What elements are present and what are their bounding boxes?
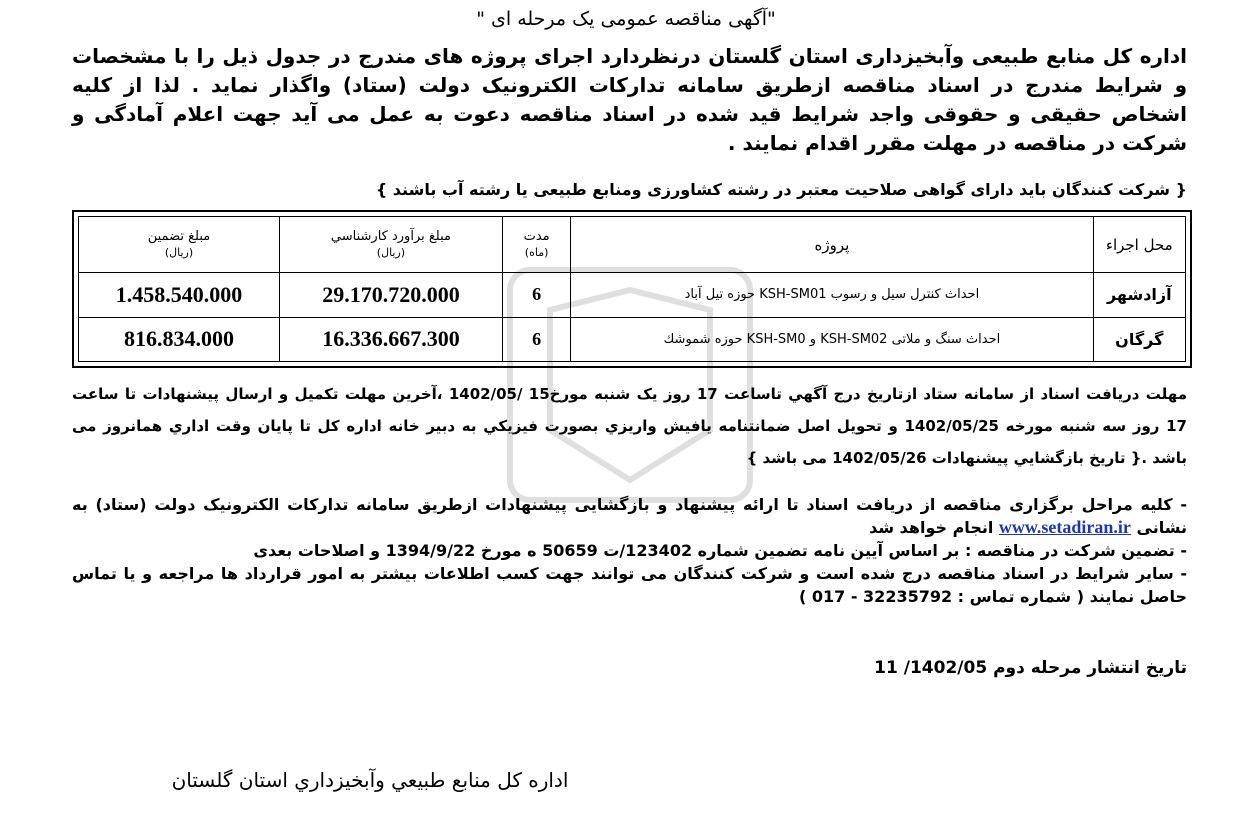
header-project: پروژه bbox=[571, 217, 1093, 273]
issuer-signature: اداره كل منابع طبيعي وآبخيزداري استان گلستان bbox=[171, 768, 569, 792]
notice-intro: اداره کل منابع طبیعی وآبخیزداری استان گلستان درنظردارد اجرای پروژه های مندرج در جدول ذیل را با مشخصات و شرایط مندرج در اسناد مناقصه ازطریق سامانه تدارکات الکترونیک دولت (ستاد) واگذار نماید . لذا از کلیه اشخاص حقیقی و حقوقی واجد شرایط قید شده در اسناد مناقصه دعوت به عمل می آید جهت اعلام آمادگی و شرکت در مناقصه در مهلت مقرر اقدام نمایند . bbox=[72, 44, 1187, 155]
header-duration-unit: (ماه) bbox=[524, 245, 549, 259]
process-text-before-link: - کلیه مراحل برگزاری مناقصه از دریافت اسناد تا ارائه پیشنهاد و بازگشایی پیشنهادات ازطریق سامانه تدارکات الکترونیک دولت (ستاد) به نشانی bbox=[72, 495, 1187, 537]
row-location: گرگان bbox=[1093, 317, 1185, 362]
conditions-list bbox=[72, 493, 1187, 608]
header-duration bbox=[502, 217, 570, 273]
table-row bbox=[79, 317, 1186, 362]
projects-table bbox=[78, 216, 1186, 362]
table-header-row bbox=[79, 217, 1186, 273]
row-estimate: 16.336.667.300 bbox=[279, 317, 502, 362]
eligibility-note: { شرکت کنندگان باید دارای گواهی صلاحیت معتبر در رشته کشاورزی ومنابع طبیعی یا رشته آب باشند } bbox=[375, 180, 1187, 199]
header-estimate-label: مبلغ برآورد کارشناسي bbox=[330, 228, 451, 244]
row-duration: 6 bbox=[502, 317, 570, 362]
row-estimate: 29.170.720.000 bbox=[279, 273, 502, 318]
row-project: احداث كنترل سيل و رسوب KSH-SM01 حوزه تيل آباد bbox=[571, 273, 1093, 318]
row-location: آزادشهر bbox=[1093, 273, 1185, 318]
table-row bbox=[79, 273, 1186, 318]
header-guarantee-unit: (ريال) bbox=[164, 245, 194, 259]
process-bullet bbox=[72, 493, 1187, 539]
projects-table-frame bbox=[72, 210, 1192, 368]
setadiran-link[interactable]: www.setadiran.ir bbox=[998, 517, 1131, 537]
header-guarantee-label: مبلغ تضمين bbox=[147, 228, 211, 244]
row-project: احداث سنگ و ملاتی KSH-SM02 و KSH-SM0 حوزه شموشك bbox=[571, 317, 1093, 362]
header-location: محل اجراء bbox=[1093, 217, 1185, 273]
other-conditions-bullet: - سایر شرایط در اسناد مناقصه درج شده است و شرکت کنندگان می توانند جهت کسب اطلاعات بیشتر به امور قرارداد ها مراجعه و یا تماس حاصل نمایند ( شماره تماس : 32235792 - 017 ) bbox=[72, 564, 1187, 606]
row-guarantee: 816.834.000 bbox=[79, 317, 280, 362]
row-guarantee: 1.458.540.000 bbox=[79, 273, 280, 318]
header-guarantee bbox=[79, 217, 280, 273]
header-duration-label: مدت bbox=[523, 228, 550, 244]
row-duration: 6 bbox=[502, 273, 570, 318]
guarantee-bullet: - تضمین شرکت در مناقصه : بر اساس آيين نامه تضمين شماره 123402/ت 50659 ه مورخ 1394/9/22 و اصلاحات بعدی bbox=[253, 541, 1187, 560]
publication-date: تاریخ انتشار مرحله دوم 1402/05/ 11 bbox=[874, 658, 1187, 678]
deadline-paragraph: مهلت دريافت اسناد از سامانه ستاد ازتاريخ درج آگهي تاساعت 17 روز یک شنبه مورخ15 /1402/05 ،آخرین مهلت تکمیل و ارسال پیشنهادات تا ساعت 17 روز سه شنبه مورخه 1402/05/25 و تحويل اصل ضمانتنامه يافيش واريزي بصورت فيزيكي به دبير خانه اداره كل تا پايان وقت اداري همانروز می باشد .{ تاريخ بازگشايي پيشنهادات 1402/05/26 می باشد } bbox=[72, 385, 1187, 467]
notice-title: "آگهی مناقصه عمومی یک مرحله ای " bbox=[476, 8, 776, 30]
header-estimate bbox=[279, 217, 502, 273]
process-text-after-link: انجام خواهد شد bbox=[869, 518, 994, 537]
header-estimate-unit: (ريال) bbox=[376, 245, 406, 259]
